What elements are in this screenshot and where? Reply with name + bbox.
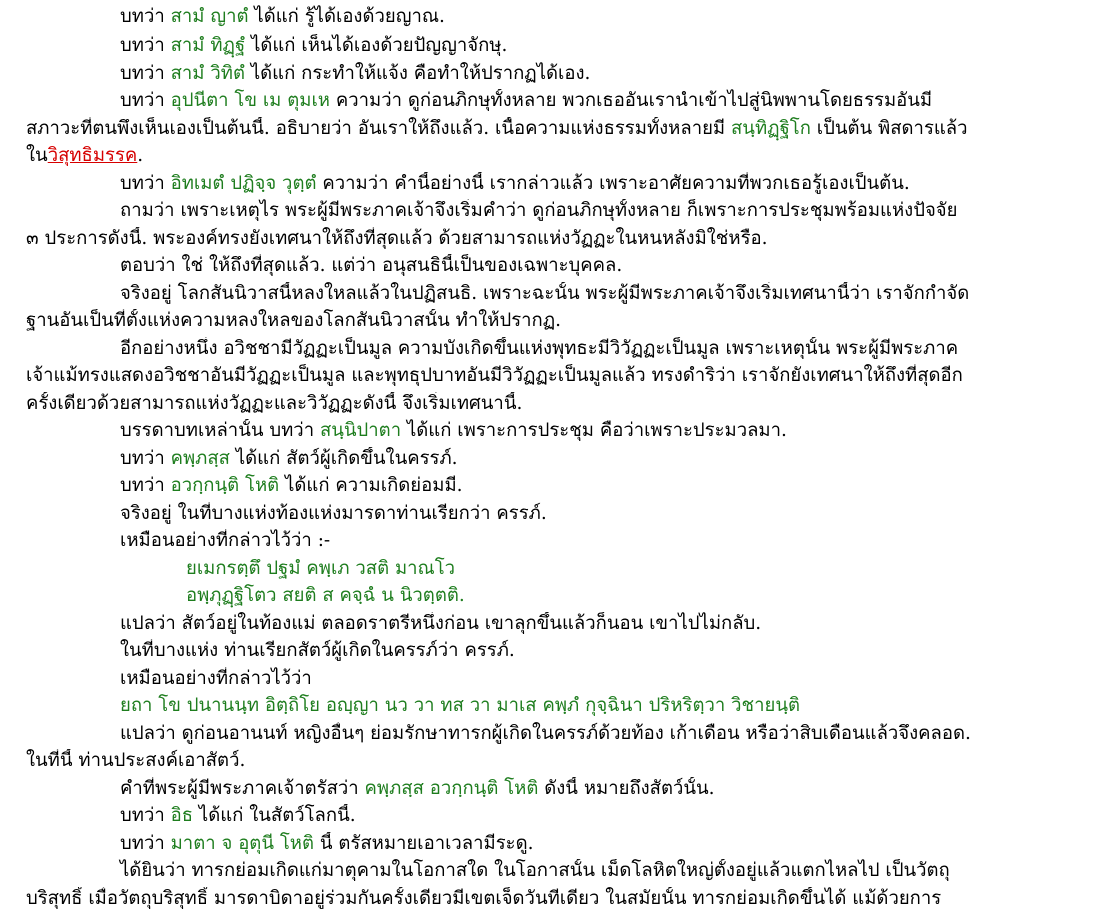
line-text: ได้แก่ ในสัตว์โลกนี้. xyxy=(193,805,356,826)
line-text: จริงอยู่ ในที่บางแห่งท้องแห่งมารดาท่านเรียกว่า ครรภ์. xyxy=(120,503,547,524)
line-text: เป็นต้น พิสดารแล้ว xyxy=(810,118,968,139)
line-text: บทว่า xyxy=(120,63,171,84)
line-text: บทว่า xyxy=(120,805,171,826)
pali-term: อุปนีตา โข เม ตุมเห xyxy=(170,90,330,111)
line-text: บทว่า xyxy=(120,448,171,469)
text-line xyxy=(0,364,1086,388)
line-text: ครั้งเดียวด้วยสามารถแห่งวัฏฏะและวิวัฏฏะดังนี้ จึงเริ่มเทศนานี้. xyxy=(26,393,523,414)
line-text: ได้แก่ กระทำให้แจ้ง คือทำให้ปรากฏได้เอง. xyxy=(244,63,591,84)
text-line xyxy=(0,199,1086,223)
text-line xyxy=(0,529,1086,553)
text-line xyxy=(0,34,1086,58)
line-text: ดังนี้ หมายถึงสัตว์นั้น. xyxy=(538,778,715,799)
line-text: . xyxy=(137,145,144,166)
text-line xyxy=(0,337,1086,361)
line-text: ใน xyxy=(26,145,48,166)
line-text: บทว่า xyxy=(120,475,171,496)
text-line xyxy=(0,832,1086,856)
text-line xyxy=(0,804,1086,828)
text-line xyxy=(0,722,1086,746)
pali-term: สนฺนิปาตา xyxy=(319,420,402,441)
pali-term: สามํ วิทิตํ xyxy=(170,63,245,84)
text-line xyxy=(0,5,1086,29)
line-text: ได้ยินว่า ทารกย่อมเกิดแก่มาตุคามในโอกาสใด ในโอกาสนั้น เม็ดโลหิตใหญ่ตั้งอยู่แล้วแตกไหลไป เป็นวัตถุ xyxy=(120,860,950,881)
text-line xyxy=(0,777,1086,801)
text-line xyxy=(0,144,1086,168)
line-text: บทว่า xyxy=(120,90,171,111)
pali-term: อวกฺกนฺติ โหติ xyxy=(170,475,280,496)
line-text: ได้แก่ ความเกิดย่อมมี. xyxy=(279,475,463,496)
line-text: เหมือนอย่างที่กล่าวไว้ว่า xyxy=(120,668,312,689)
line-text: บริสุทธิ์ เมื่อวัตถุบริสุทธิ์ มารดาบิดาอยู่ร่วมกันครั้งเดียวมีเขตเจ็ดวันทีเดียว ในสมัยนั้น ทารกย่อมเกิดขึ้นได้ แม้ด้วยการ xyxy=(26,888,942,909)
line-text: บทว่า xyxy=(120,173,171,194)
pali-term: อิธ xyxy=(170,805,194,826)
line-text: ได้แก่ เห็นได้เองด้วยปัญญาจักษุ. xyxy=(245,35,508,56)
line-text: บทว่า xyxy=(120,833,171,854)
pali-term: สนฺทิฏฺฐิโก xyxy=(731,118,811,139)
line-text: แปลว่า ดูก่อนอานนท์ หญิงอื่นๆ ย่อมรักษาทารกผู้เกิดในครรภ์ด้วยท้อง เก้าเดือน หรือว่าสิบเดือนแล้วจึงคลอด. xyxy=(120,723,971,744)
text-line xyxy=(0,502,1086,526)
text-line xyxy=(0,639,1086,663)
line-text: บรรดาบทเหล่านั้น บทว่า xyxy=(120,420,320,441)
line-text: ในที่บางแห่ง ท่านเรียกสัตว์ผู้เกิดในครรภ์ว่า ครรภ์. xyxy=(120,640,515,661)
line-text: ๓ ประการดังนี้. พระองค์ทรงยังเทศนาให้ถึงที่สุดแล้ว ด้วยสามารถแห่งวัฏฏะในหนหลังมิใช่หรือ. xyxy=(26,228,768,249)
pali-term: มาตา จ อุตุนี โหติ xyxy=(170,833,314,854)
line-text: ในที่นี้ ท่านประสงค์เอาสัตว์. xyxy=(26,750,246,771)
text-line xyxy=(0,227,1086,251)
pali-term: สามํ ญาตํ xyxy=(170,6,249,27)
line-text: เจ้าแม้ทรงแสดงอวิชชาอันมีวัฏฏะเป็นมูล และพุทธุปบาทอันมีวิวัฏฏะเป็นมูลแล้ว ทรงดำริว่า เราจักยังเทศนาให้ถึงที่สุดอีก xyxy=(26,365,963,386)
line-text: ความว่า ดูก่อนภิกษุทั้งหลาย พวกเธออันเรานำเข้าไปสู่นิพพานโดยธรรมอันมี xyxy=(329,90,933,111)
line-text: เหมือนอย่างที่กล่าวไว้ว่า :- xyxy=(120,530,331,551)
line-text: บทว่า xyxy=(120,6,171,27)
line-text: ได้แก่ สัตว์ผู้เกิดขึ้นในครรภ์. xyxy=(229,448,458,469)
line-text: จริงอยู่ โลกสันนิวาสนี้หลงใหลแล้วในปฏิสนธิ. เพราะฉะนั้น พระผู้มีพระภาคเจ้าจึงเริ่มเทศนานี้ว่า เราจักกำจัด xyxy=(120,283,970,304)
pali-term: สามํ ทิฏฺฐํ xyxy=(170,35,246,56)
pali-term: อิทเมตํ ปฏิจฺจ วุตฺตํ xyxy=(170,173,317,194)
text-line xyxy=(0,667,1086,691)
text-line xyxy=(0,474,1086,498)
pali-term: อพฺภุฏฺฐิโตว สยติ ส คจฺฉํ น นิวตฺตติ. xyxy=(186,585,465,606)
line-text: ตอบว่า ใช่ ให้ถึงที่สุดแล้ว. แต่ว่า อนุสนธินี้เป็นของเฉพาะบุคคล. xyxy=(120,255,623,276)
text-line xyxy=(0,419,1086,443)
text-line xyxy=(0,887,1086,911)
line-text: ฐานอันเป็นที่ตั้งแห่งความหลงใหลของโลกสันนิวาสนั้น ทำให้ปรากฏ. xyxy=(26,310,562,331)
text-line xyxy=(0,172,1086,196)
pali-term: ยถา โข ปนานนฺท อิตฺถิโย อญฺญา นว วา ทส วา มาเส คพฺภํ กุจฺฉินา ปริหริตฺวา วิชายนฺติ xyxy=(120,695,801,716)
text-line xyxy=(0,694,1086,718)
line-text: ความว่า คำนี้อย่างนี้ เรากล่าวแล้ว เพราะอาศัยความที่พวกเธอรู้เองเป็นต้น. xyxy=(316,173,910,194)
line-text: ถามว่า เพราะเหตุไร พระผู้มีพระภาคเจ้าจึงเริ่มคำว่า ดูก่อนภิกษุทั้งหลาย ก็เพราะการประชุมพร้อมแห่งปัจจัย xyxy=(120,200,958,221)
text-line xyxy=(0,117,1086,141)
line-text: คำที่พระผู้มีพระภาคเจ้าตรัสว่า xyxy=(120,778,365,799)
line-text: อีกอย่างหนึ่ง อวิชชามีวัฏฏะเป็นมูล ความบังเกิดขึ้นแห่งพุทธะมีวิวัฏฏะเป็นมูล เพราะเหตุนั้น พระผู้มีพระภาค xyxy=(120,338,959,359)
text-line xyxy=(0,89,1086,113)
line-text: ได้แก่ เพราะการประชุม คือว่าเพราะประมวลมา. xyxy=(401,420,787,441)
text-line xyxy=(0,254,1086,278)
line-text: บทว่า xyxy=(120,35,171,56)
text-line xyxy=(0,309,1086,333)
text-line xyxy=(0,62,1086,86)
text-line xyxy=(0,612,1086,636)
line-text: ได้แก่ รู้ได้เองด้วยญาณ. xyxy=(248,6,445,27)
text-line xyxy=(0,447,1086,471)
reference-link[interactable]: วิสุทธิมรรค xyxy=(47,145,138,166)
pali-term: ยเมกรตฺตึ ปฐมํ คพฺเภ วสติ มาณโว xyxy=(186,558,456,579)
pali-term: คพฺภสฺส อวกฺกนฺติ โหติ xyxy=(364,778,539,799)
text-line xyxy=(0,859,1086,883)
pali-term: คพฺภสฺส xyxy=(170,448,230,469)
text-line xyxy=(0,282,1086,306)
line-text: นี้ ตรัสหมายเอาเวลามีระดู. xyxy=(314,833,534,854)
text-line xyxy=(0,392,1086,416)
text-line xyxy=(0,557,1086,581)
text-line xyxy=(0,749,1086,773)
line-text: สภาวะที่ตนพึงเห็นเองเป็นต้นนี้. อธิบายว่า อันเราให้ถึงแล้ว. เนื้อความแห่งธรรมทั้งหลายมี xyxy=(26,118,732,139)
text-line xyxy=(0,584,1086,608)
line-text: แปลว่า สัตว์อยู่ในท้องแม่ ตลอดราตรีหนึ่งก่อน เขาลุกขึ้นแล้วก็นอน เขาไปไม่กลับ. xyxy=(120,613,762,634)
